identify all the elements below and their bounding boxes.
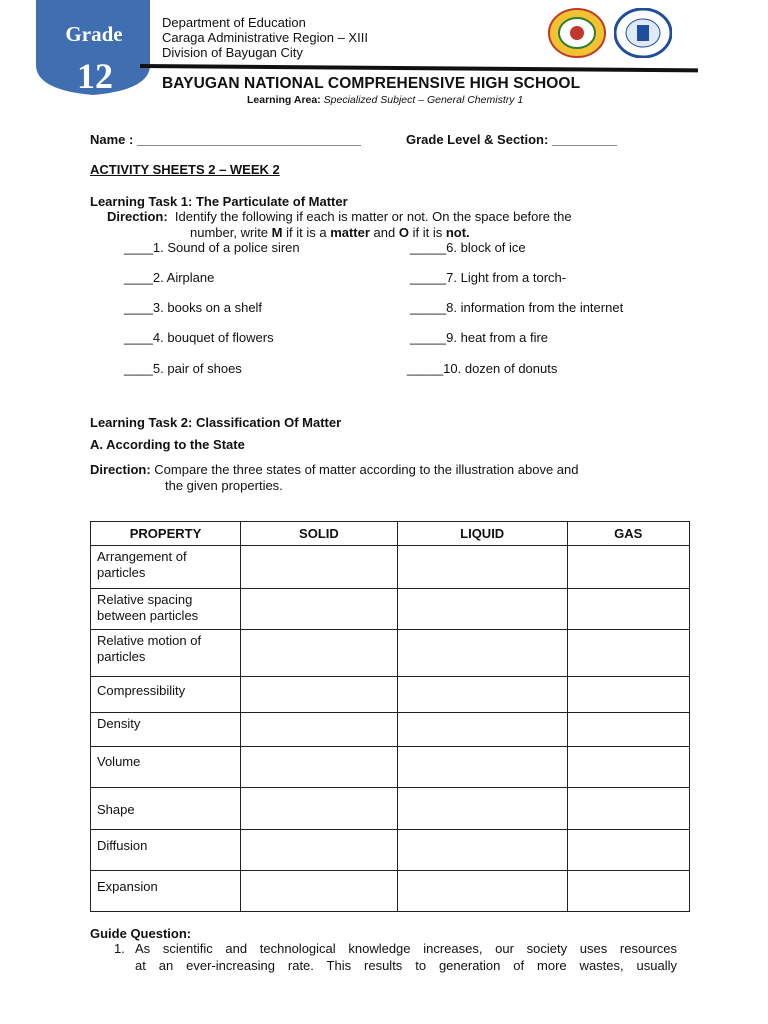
answer-cell[interactable] — [567, 747, 689, 788]
header-rule — [140, 64, 698, 72]
property-cell: Diffusion — [91, 830, 241, 871]
col-header-solid: SOLID — [241, 522, 398, 546]
table-row — [91, 747, 690, 788]
school-name: BAYUGAN NATIONAL COMPREHENSIVE HIGH SCHOOL — [162, 75, 581, 92]
task1-item[interactable]: ____3. books on a shelf — [124, 300, 263, 315]
guide-q1-line1: As scientific and technological knowledge increases, our society uses resources — [135, 941, 677, 956]
task1-item[interactable]: _____7. Light from a torch- — [410, 270, 567, 285]
task1-item[interactable]: _____6. block of ice — [410, 240, 526, 255]
table-row — [91, 589, 690, 630]
answer-cell[interactable] — [567, 546, 689, 589]
badge-grade-label: Grade — [65, 22, 123, 46]
learning-area: Learning Area: Specialized Subject – General Chemistry 1 — [247, 94, 524, 106]
task1-item[interactable]: ____4. bouquet of flowers — [124, 330, 274, 345]
answer-cell[interactable] — [567, 713, 689, 747]
badge-grade-number: 12 — [77, 56, 113, 96]
property-cell: Compressibility — [91, 677, 241, 713]
property-cell: Volume — [91, 747, 241, 788]
answer-cell[interactable] — [397, 747, 567, 788]
activity-title: ACTIVITY SHEETS 2 – WEEK 2 — [90, 162, 280, 177]
task1-direction-line2: number, write M if it is a matter and O if it is not. — [190, 225, 470, 240]
task1-item[interactable]: ____5. pair of shoes — [124, 361, 242, 376]
table-row — [91, 871, 690, 912]
task1-item[interactable]: _____10. dozen of donuts — [407, 361, 558, 376]
answer-cell[interactable] — [397, 713, 567, 747]
answer-cell[interactable] — [397, 871, 567, 912]
answer-cell[interactable] — [397, 788, 567, 830]
property-cell: Relative spacing between particles — [91, 589, 241, 630]
dept-line-2: Caraga Administrative Region – XIII — [162, 30, 368, 45]
task2-direction-line1: Direction: Compare the three states of matter according to the illustration above and — [90, 462, 579, 477]
col-header-property: PROPERTY — [91, 522, 241, 546]
table-row — [91, 830, 690, 871]
answer-cell[interactable] — [567, 830, 689, 871]
property-cell: Arrangement of particles — [91, 546, 241, 589]
answer-cell[interactable] — [397, 630, 567, 677]
task1-item[interactable]: ____2. Airplane — [124, 270, 215, 285]
col-header-gas: GAS — [567, 522, 689, 546]
task2-title: Learning Task 2: Classification Of Matter — [90, 415, 342, 430]
table-row — [91, 713, 690, 747]
answer-cell[interactable] — [241, 630, 398, 677]
answer-cell[interactable] — [567, 677, 689, 713]
grade-section-field[interactable]: Grade Level & Section: _________ — [406, 132, 618, 147]
states-of-matter-table — [90, 521, 690, 912]
answer-cell[interactable] — [567, 788, 689, 830]
table-header-row — [91, 522, 690, 546]
answer-cell[interactable] — [241, 871, 398, 912]
answer-cell[interactable] — [397, 589, 567, 630]
task1-item[interactable]: ____1. Sound of a police siren — [124, 240, 300, 255]
answer-cell[interactable] — [397, 830, 567, 871]
col-header-liquid: LIQUID — [397, 522, 567, 546]
dept-line-3: Division of Bayugan City — [162, 45, 303, 60]
answer-cell[interactable] — [241, 747, 398, 788]
guide-q1-number: 1. — [114, 941, 125, 956]
property-cell: Shape — [91, 788, 241, 830]
kagawaran-seal-icon — [614, 8, 672, 58]
task2-subtitle: A. According to the State — [90, 437, 245, 452]
property-cell: Expansion — [91, 871, 241, 912]
property-cell: Density — [91, 713, 241, 747]
answer-cell[interactable] — [567, 589, 689, 630]
dept-line-1: Department of Education — [162, 15, 306, 30]
name-field[interactable]: Name : _______________________________ — [90, 132, 362, 147]
table-row — [91, 546, 690, 589]
table-row — [91, 788, 690, 830]
answer-cell[interactable] — [567, 630, 689, 677]
answer-cell[interactable] — [241, 589, 398, 630]
table-row — [91, 630, 690, 677]
answer-cell[interactable] — [241, 713, 398, 747]
answer-cell[interactable] — [241, 830, 398, 871]
task1-item[interactable]: _____9. heat from a fire — [410, 330, 549, 345]
task1-title: Learning Task 1: The Particulate of Matter — [90, 194, 348, 209]
guide-q1-line2: at an ever-increasing rate. This results to generation of more wastes, usually — [135, 958, 677, 973]
answer-cell[interactable] — [241, 677, 398, 713]
guide-title: Guide Question: — [90, 926, 192, 941]
answer-cell[interactable] — [241, 546, 398, 589]
table-row — [91, 677, 690, 713]
task2-direction-line2: the given properties. — [165, 478, 283, 493]
answer-cell[interactable] — [241, 788, 398, 830]
answer-cell[interactable] — [397, 546, 567, 589]
property-cell: Relative motion of particles — [91, 630, 241, 677]
task1-direction-line1: Direction: Identify the following if each is matter or not. On the space before the — [107, 209, 572, 224]
answer-cell[interactable] — [397, 677, 567, 713]
task1-item[interactable]: _____8. information from the internet — [410, 300, 624, 315]
deped-seal-icon — [548, 8, 606, 58]
answer-cell[interactable] — [567, 871, 689, 912]
